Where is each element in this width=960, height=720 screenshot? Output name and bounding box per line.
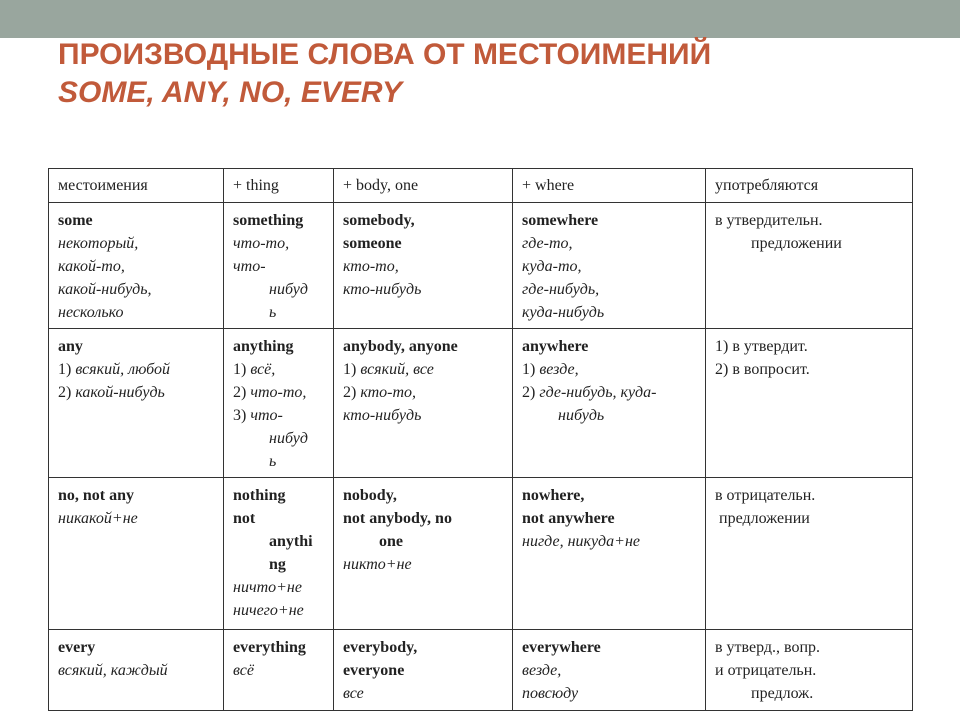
translation: ничто+не bbox=[233, 579, 302, 596]
usage-line: предложении bbox=[719, 510, 810, 527]
cell-pronoun bbox=[49, 329, 224, 478]
cell-usage bbox=[706, 329, 913, 478]
usage-line: и отрицательн. bbox=[715, 662, 817, 679]
translation: нибуд bbox=[269, 281, 308, 298]
cell-usage bbox=[706, 630, 913, 711]
english-word: not bbox=[233, 510, 256, 527]
translation: ничего+не bbox=[233, 602, 304, 619]
header-thing: + thing bbox=[224, 169, 334, 203]
english-word: everywhere bbox=[522, 639, 601, 656]
header-where: + where bbox=[513, 169, 706, 203]
english-word: anythi bbox=[269, 533, 313, 550]
translation: что-то, bbox=[250, 384, 307, 401]
header-row bbox=[49, 169, 913, 203]
translation: никто+не bbox=[343, 556, 412, 573]
translation: какой-то, bbox=[58, 258, 125, 275]
cell-body bbox=[334, 329, 513, 478]
title-line-2: SOME, ANY, NO, EVERY bbox=[58, 76, 402, 109]
item-number: 2) bbox=[522, 384, 536, 401]
english-word: any bbox=[58, 338, 83, 355]
english-word: anybody, anyone bbox=[343, 338, 458, 355]
translation-line bbox=[58, 358, 215, 381]
translation: где-нибудь, куда- bbox=[539, 384, 657, 401]
translation: всякий, любой bbox=[75, 361, 170, 378]
translation: везде, bbox=[522, 662, 562, 679]
cell-thing bbox=[224, 203, 334, 329]
translation: нигде, никуда+не bbox=[522, 533, 640, 550]
usage-line: предложении bbox=[751, 235, 842, 252]
english-word: nowhere, bbox=[522, 487, 585, 504]
english-word: one bbox=[379, 533, 403, 550]
english-word: everybody, bbox=[343, 639, 418, 656]
translation: кто-то, bbox=[343, 258, 399, 275]
translation: ь bbox=[269, 453, 277, 470]
cell-thing bbox=[224, 630, 334, 711]
translation: никакой+не bbox=[58, 510, 138, 527]
english-word: anything bbox=[233, 338, 294, 355]
header-pronouns: местоимения bbox=[49, 169, 224, 203]
translation: все bbox=[343, 685, 364, 702]
translation: где-нибудь, bbox=[522, 281, 600, 298]
translation: кто-нибудь bbox=[343, 407, 422, 424]
title-line-1: ПРОИЗВОДНЫЕ СЛОВА ОТ МЕСТОИМЕНИЙ bbox=[58, 38, 712, 71]
english-word: not anybody, no bbox=[343, 510, 452, 527]
translation: везде, bbox=[539, 361, 579, 378]
cell-where bbox=[513, 630, 706, 711]
translation: какой-нибудь, bbox=[58, 281, 152, 298]
english-word: somewhere bbox=[522, 212, 599, 229]
translation: всё, bbox=[250, 361, 276, 378]
usage-line: 1) в утвердит. bbox=[715, 338, 808, 355]
translation: какой-нибудь bbox=[75, 384, 165, 401]
translation-line bbox=[343, 358, 504, 381]
translation: всякий, каждый bbox=[58, 662, 168, 679]
english-word: everyone bbox=[343, 662, 405, 679]
item-number: 2) bbox=[343, 384, 357, 401]
translation: нибуд bbox=[269, 430, 308, 447]
usage-line: в утвердительн. bbox=[715, 212, 823, 229]
cell-body bbox=[334, 478, 513, 630]
english-word: anywhere bbox=[522, 338, 589, 355]
cell-usage bbox=[706, 203, 913, 329]
cell-pronoun bbox=[49, 478, 224, 630]
english-word: nobody, bbox=[343, 487, 397, 504]
item-number: 2) bbox=[58, 384, 72, 401]
translation-line bbox=[233, 381, 325, 404]
english-word: everything bbox=[233, 639, 306, 656]
translation: что- bbox=[250, 407, 283, 424]
translation: несколько bbox=[58, 304, 124, 321]
item-number: 1) bbox=[58, 361, 72, 378]
cell-thing bbox=[224, 478, 334, 630]
pronoun-derivatives-table bbox=[48, 168, 913, 711]
table-row-every bbox=[49, 630, 913, 711]
translation: кто-то, bbox=[360, 384, 417, 401]
cell-pronoun bbox=[49, 630, 224, 711]
cell-usage bbox=[706, 478, 913, 630]
item-number: 3) bbox=[233, 407, 247, 424]
translation: всё bbox=[233, 662, 254, 679]
english-word: every bbox=[58, 639, 96, 656]
cell-where bbox=[513, 329, 706, 478]
item-number: 1) bbox=[343, 361, 357, 378]
english-word: no, not any bbox=[58, 487, 135, 504]
translation: кто-нибудь bbox=[343, 281, 422, 298]
cell-pronoun bbox=[49, 203, 224, 329]
page-title bbox=[58, 36, 711, 112]
cell-where bbox=[513, 478, 706, 630]
cell-body bbox=[334, 203, 513, 329]
translation-line bbox=[522, 381, 697, 404]
top-decorative-bar bbox=[0, 0, 960, 38]
table-row-some bbox=[49, 203, 913, 329]
translation-line bbox=[58, 381, 215, 404]
translation: всякий, все bbox=[360, 361, 434, 378]
cell-thing bbox=[224, 329, 334, 478]
translation: нибудь bbox=[558, 407, 605, 424]
english-word: some bbox=[58, 212, 93, 229]
translation: куда-нибудь bbox=[522, 304, 605, 321]
table-row-any bbox=[49, 329, 913, 478]
translation: куда-то, bbox=[522, 258, 582, 275]
header-body-one: + body, one bbox=[334, 169, 513, 203]
header-usage: употребляются bbox=[706, 169, 913, 203]
english-word: nothing bbox=[233, 487, 286, 504]
table-row-no bbox=[49, 478, 913, 630]
english-word: something bbox=[233, 212, 304, 229]
usage-line: в утверд., вопр. bbox=[715, 639, 821, 656]
cell-where bbox=[513, 203, 706, 329]
item-number: 1) bbox=[233, 361, 247, 378]
translation-line bbox=[233, 358, 325, 381]
english-word: somebody, bbox=[343, 212, 415, 229]
english-word: not anywhere bbox=[522, 510, 615, 527]
translation: что-то, bbox=[233, 235, 290, 252]
translation: повсюду bbox=[522, 685, 579, 702]
translation-line bbox=[343, 381, 504, 404]
translation: где-то, bbox=[522, 235, 573, 252]
item-number: 2) bbox=[233, 384, 247, 401]
translation: ь bbox=[269, 304, 277, 321]
english-word: ng bbox=[269, 556, 286, 573]
usage-line: в отрицательн. bbox=[715, 487, 816, 504]
english-word: someone bbox=[343, 235, 402, 252]
translation-line bbox=[233, 404, 325, 427]
translation: некоторый, bbox=[58, 235, 139, 252]
usage-line: предлож. bbox=[751, 685, 814, 702]
usage-line: 2) в вопросит. bbox=[715, 361, 810, 378]
translation: что- bbox=[233, 258, 266, 275]
item-number: 1) bbox=[522, 361, 536, 378]
translation-line bbox=[522, 358, 697, 381]
cell-body bbox=[334, 630, 513, 711]
